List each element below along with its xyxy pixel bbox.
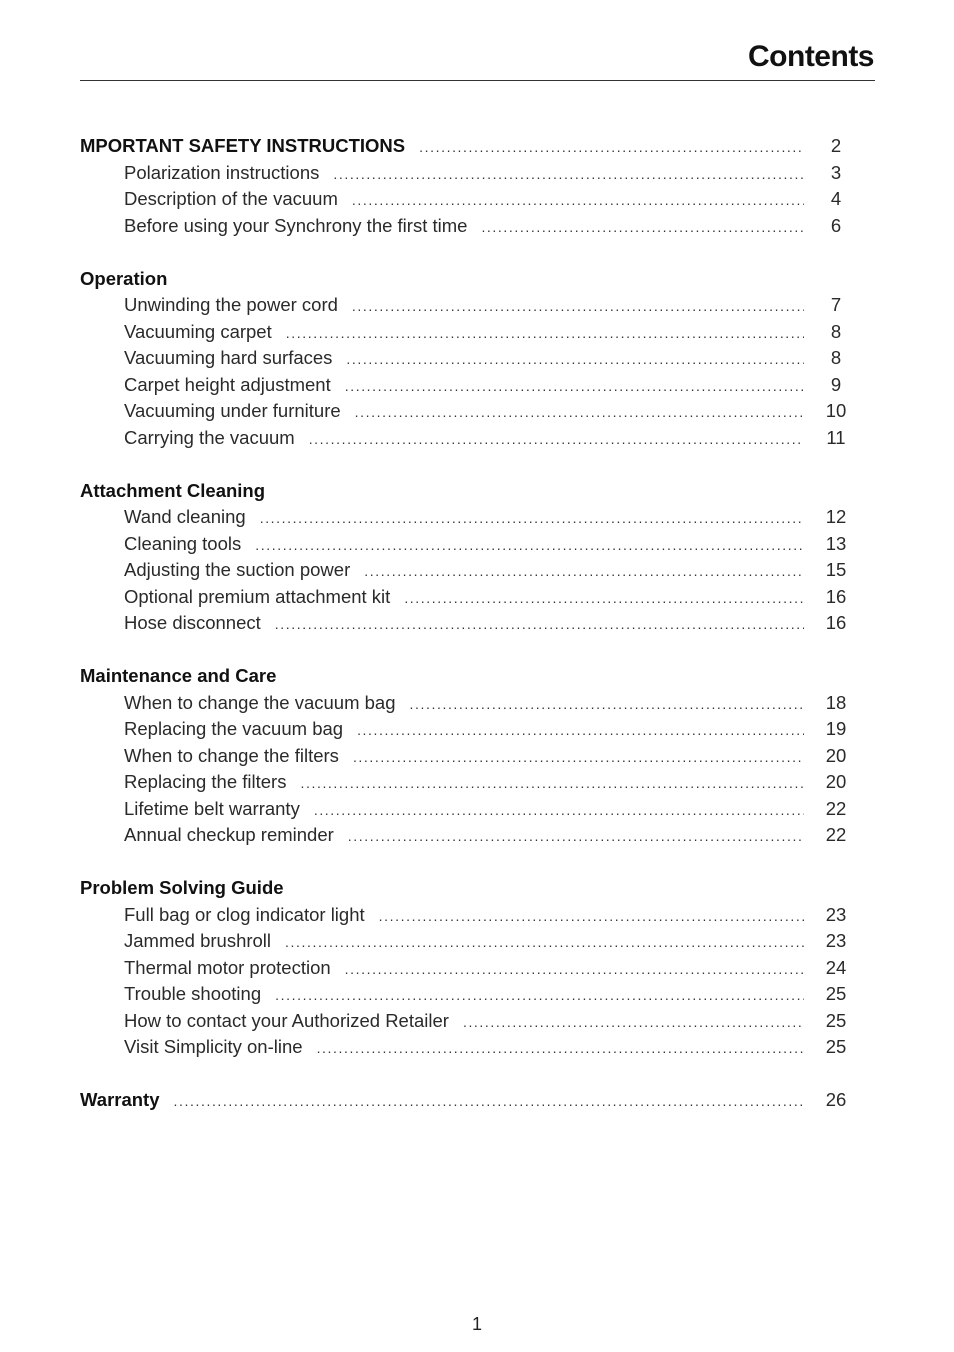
dot-leader bbox=[353, 744, 804, 771]
toc-entry[interactable] bbox=[80, 716, 850, 743]
table-of-contents bbox=[80, 133, 850, 1140]
toc-entry-label: Vacuuming hard surfaces bbox=[124, 347, 333, 368]
toc-section-operation bbox=[80, 266, 850, 452]
toc-heading-label: MPORTANT SAFETY INSTRUCTIONS bbox=[80, 135, 406, 156]
toc-entry-label: Carrying the vacuum bbox=[124, 426, 295, 448]
toc-entry[interactable] bbox=[80, 160, 850, 187]
toc-entry[interactable] bbox=[80, 345, 850, 372]
toc-entry-label: Thermal motor protection bbox=[124, 956, 331, 978]
toc-page-number: 9 bbox=[830, 373, 842, 395]
dot-leader bbox=[410, 691, 804, 718]
toc-page-number: 10 bbox=[825, 400, 847, 421]
toc-entry[interactable] bbox=[80, 584, 850, 611]
dot-leader bbox=[352, 187, 804, 214]
dot-leader bbox=[346, 346, 804, 373]
toc-heading-label: Operation bbox=[80, 267, 168, 289]
dot-leader bbox=[419, 134, 804, 161]
toc-section-warranty bbox=[80, 1087, 850, 1114]
toc-entry-label: Annual checkup reminder bbox=[124, 824, 334, 845]
toc-section-maintenance bbox=[80, 663, 850, 849]
toc-entry[interactable] bbox=[80, 1034, 850, 1061]
toc-entry-label: Visit Simplicity on-line bbox=[124, 1036, 303, 1057]
toc-entry-label: Lifetime belt warranty bbox=[124, 797, 300, 819]
toc-page-number: 23 bbox=[825, 930, 847, 951]
toc-page-number: 8 bbox=[830, 347, 842, 368]
toc-section-attachment-cleaning bbox=[80, 478, 850, 637]
toc-entry-label: Hose disconnect bbox=[124, 612, 261, 633]
dot-leader bbox=[357, 717, 804, 744]
toc-page-number: 22 bbox=[825, 824, 847, 845]
toc-entry[interactable] bbox=[80, 372, 850, 399]
toc-page-number: 18 bbox=[825, 691, 847, 713]
dot-leader bbox=[275, 982, 804, 1009]
toc-page-number: 22 bbox=[825, 797, 847, 819]
dot-leader bbox=[352, 293, 804, 320]
title-divider bbox=[80, 80, 875, 81]
toc-entry[interactable] bbox=[80, 928, 850, 955]
toc-page-number: 15 bbox=[825, 559, 847, 580]
dot-leader bbox=[404, 585, 804, 612]
toc-page-number: 2 bbox=[830, 135, 842, 156]
toc-page-number: 7 bbox=[830, 294, 842, 315]
toc-page-number: 11 bbox=[826, 426, 846, 448]
toc-entry-label: When to change the vacuum bag bbox=[124, 691, 396, 713]
toc-entry-label: Description of the vacuum bbox=[124, 188, 338, 209]
toc-entry-label: Unwinding the power cord bbox=[124, 294, 338, 315]
toc-entry[interactable] bbox=[80, 531, 850, 558]
dot-leader bbox=[355, 399, 804, 426]
toc-page-number: 26 bbox=[825, 1089, 847, 1110]
dot-leader bbox=[463, 1009, 804, 1036]
toc-entry-label: Polarization instructions bbox=[124, 161, 320, 183]
toc-page-number: 25 bbox=[825, 983, 847, 1004]
toc-entry-label: Cleaning tools bbox=[124, 532, 242, 554]
toc-page-number: 23 bbox=[825, 903, 847, 925]
dot-leader bbox=[314, 797, 804, 824]
toc-page-number: 13 bbox=[825, 532, 847, 554]
toc-entry[interactable] bbox=[80, 690, 850, 717]
toc-section-safety bbox=[80, 133, 850, 239]
footer-page-number: 1 bbox=[471, 1314, 482, 1334]
dot-leader bbox=[345, 956, 804, 983]
toc-entry[interactable] bbox=[80, 504, 850, 531]
dot-leader bbox=[275, 611, 804, 638]
toc-heading-label: Maintenance and Care bbox=[80, 665, 277, 686]
dot-leader bbox=[364, 558, 804, 585]
dot-leader bbox=[481, 214, 804, 241]
toc-heading-label: Attachment Cleaning bbox=[80, 479, 266, 501]
toc-page-number: 3 bbox=[830, 161, 842, 183]
toc-entry-label: Vacuuming carpet bbox=[124, 320, 272, 342]
toc-page-number: 20 bbox=[825, 771, 847, 792]
toc-entry-label: Wand cleaning bbox=[124, 506, 246, 527]
toc-page-number: 8 bbox=[830, 320, 842, 342]
toc-entry-label: Replacing the vacuum bag bbox=[124, 718, 344, 739]
dot-leader bbox=[348, 823, 804, 850]
toc-entry[interactable] bbox=[80, 557, 850, 584]
toc-entry[interactable] bbox=[80, 186, 850, 213]
toc-page-number: 4 bbox=[830, 188, 842, 209]
toc-page-number: 6 bbox=[830, 214, 842, 236]
toc-entry-label: Jammed brushroll bbox=[124, 930, 272, 951]
toc-heading-row[interactable] bbox=[80, 133, 850, 160]
toc-entry-label: Adjusting the suction power bbox=[124, 559, 351, 580]
toc-entry[interactable] bbox=[80, 981, 850, 1008]
toc-entry[interactable] bbox=[80, 610, 850, 637]
toc-entry-label: Vacuuming under furniture bbox=[124, 400, 341, 421]
toc-heading-label: Problem Solving Guide bbox=[80, 877, 284, 898]
toc-entry[interactable] bbox=[80, 425, 850, 452]
toc-entry-label: Carpet height adjustment bbox=[124, 373, 331, 395]
toc-entry-label: Optional premium attachment kit bbox=[124, 585, 391, 607]
dot-leader bbox=[300, 770, 804, 797]
toc-entry-label: Replacing the filters bbox=[124, 771, 287, 792]
toc-page-number: 20 bbox=[825, 744, 847, 766]
dot-leader bbox=[260, 505, 804, 532]
toc-page-number: 16 bbox=[825, 585, 847, 607]
dot-leader bbox=[285, 929, 804, 956]
toc-entry-label: Before using your Synchrony the first time bbox=[124, 214, 468, 236]
toc-page-number: 24 bbox=[825, 956, 847, 978]
dot-leader bbox=[309, 426, 804, 453]
toc-entry[interactable] bbox=[80, 955, 850, 982]
toc-section-problem-solving bbox=[80, 875, 850, 1061]
toc-entry[interactable] bbox=[80, 902, 850, 929]
toc-entry[interactable] bbox=[80, 213, 850, 240]
toc-page-number: 16 bbox=[825, 612, 847, 633]
toc-heading-label: Warranty bbox=[80, 1089, 160, 1110]
toc-entry[interactable] bbox=[80, 319, 850, 346]
toc-page-number: 25 bbox=[825, 1009, 847, 1031]
dot-leader bbox=[379, 903, 804, 930]
toc-entry[interactable] bbox=[80, 769, 850, 796]
dot-leader bbox=[174, 1088, 804, 1115]
toc-entry[interactable] bbox=[80, 796, 850, 823]
toc-entry-label: How to contact your Authorized Retailer bbox=[124, 1009, 449, 1031]
toc-entry[interactable] bbox=[80, 743, 850, 770]
toc-page-number: 19 bbox=[825, 718, 847, 739]
toc-entry[interactable] bbox=[80, 398, 850, 425]
toc-entry[interactable] bbox=[80, 822, 850, 849]
toc-heading-row[interactable] bbox=[80, 1087, 850, 1114]
toc-entry-label: Trouble shooting bbox=[124, 983, 262, 1004]
toc-entry-label: Full bag or clog indicator light bbox=[124, 903, 365, 925]
dot-leader bbox=[286, 320, 804, 347]
dot-leader bbox=[333, 161, 804, 188]
toc-page-number: 25 bbox=[825, 1036, 847, 1057]
page-title: Contents bbox=[748, 40, 874, 73]
dot-leader bbox=[255, 532, 804, 559]
toc-page-number: 12 bbox=[825, 506, 847, 527]
dot-leader bbox=[317, 1035, 804, 1062]
toc-entry[interactable] bbox=[80, 1008, 850, 1035]
toc-entry-label: When to change the filters bbox=[124, 744, 339, 766]
toc-entry[interactable] bbox=[80, 292, 850, 319]
dot-leader bbox=[345, 373, 804, 400]
